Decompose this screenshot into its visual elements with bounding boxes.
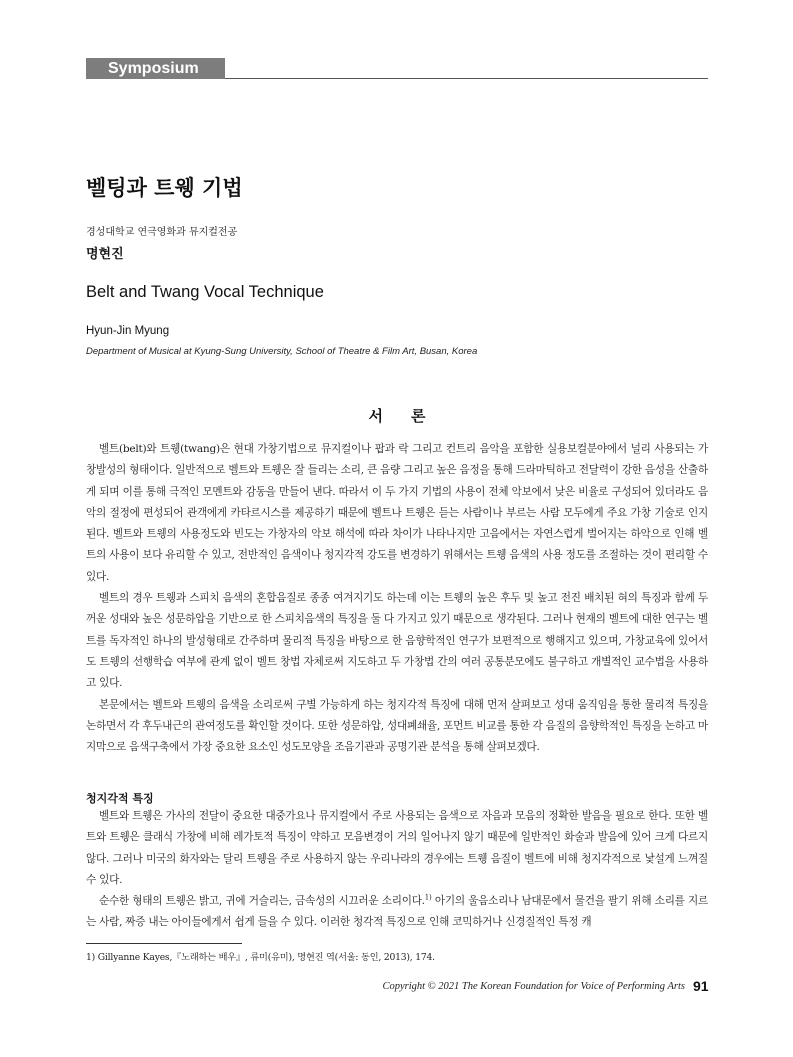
footnote-rule <box>86 943 242 944</box>
footnote-text: 1) Gillyanne Kayes,『노래하는 배우』, 류미(유미), 명현진 역(서울: 동인, 2013), 174. <box>86 952 435 963</box>
section-heading-introduction: 서론 <box>368 407 454 425</box>
introduction-body <box>86 439 708 758</box>
page-number: 91 <box>693 978 709 994</box>
intro-paragraph: 벨트(belt)와 트웽(twang)은 현대 가창기법으로 뮤지컬이나 팝과 락 그리고 컨트리 음악을 포함한 실용보컬분야에서 널리 사용되는 가창발성의 형태이다. 일반적으로 벨트와 트웽은 잘 들리는 소리, 큰 음량 그리고 높은 음정을 통해 드라마틱하고 전달력이 강한 음성을 산출하게 되며 이를 통해 극적인 모멘트와 감동을 만들어 낸다. 따라서 이 두 가지 기법의 사용이 전체 악보에서 낮은 비율로 구성되어 있더라도 음악의 절정에 편성되어 관객에게 카타르시스를 제공하기 때문에 벨트나 트웽은 듣는 사람이나 부르는 사람 모두에게 주요 가창 기술로 인지된다. 벨트와 트웽의 사용정도와 빈도는 가창자의 악보 해석에 따라 차이가 나타나지만 고음에서는 자연스럽게 벌어지는 하악으로 인해 벨트의 사용이 보다 유리할 수 있고, 전반적인 음색이나 청지각적 강도를 변경하기 위해서는 트웽 음색의 사용 정도를 조절하는 것이 편리할 수 있다. <box>86 443 708 583</box>
author-name-english: Hyun-Jin Myung <box>86 325 170 337</box>
article-title-korean: 벨팅과 트웽 기법 <box>86 176 243 200</box>
body-paragraph: 벨트와 트웽은 가사의 전달이 중요한 대중가요나 뮤지컬에서 주로 사용되는 음색으로 자음과 모음의 정확한 발음을 필요로 한다. 또한 벨트와 트웽은 클래식 가창에 비해 레가토적 특징이 약하고 모음변경이 거의 일어나지 않기 때문에 일반적인 화술과 발음에 있어 크게 다르지 않다. 그러나 미국의 화자와는 달리 트웽을 주로 사용하지 않는 우리나라의 경우에는 트웽 음질이 벨트에 비해 청지각적으로 낯설게 느껴질 수 있다. <box>86 810 708 886</box>
footnote-reference[interactable]: 1) <box>424 893 432 902</box>
intro-paragraph: 본문에서는 벨트와 트웽의 음색을 소리로써 구별 가능하게 하는 청지각적 특징에 대해 먼저 살펴보고 성대 움직임을 통한 물리적 특징을 논하면서 각 후두내근의 관여정도를 확인할 것이다. 또한 성문하압, 성대폐쇄율, 포먼트 비교를 통한 각 음질의 음향학적인 특징을 논하고 마지막으로 음색구축에서 가장 중요한 요소인 성도모양을 조음기관과 공명기관 분석을 통해 살펴보겠다. <box>86 698 708 754</box>
author-affiliation-english: Department of Musical at Kyung-Sung University, School of Theatre & Film Art, Busan, Korea <box>86 346 478 357</box>
subsection-body <box>86 806 708 934</box>
section-tab-symposium: Symposium <box>86 58 225 79</box>
subsection-heading: 청지각적 특징 <box>86 792 154 805</box>
intro-paragraph: 벨트의 경우 트웽과 스피치 음색의 혼합음질로 종종 여겨지기도 하는데 이는 트웽의 높은 후두 및 높고 전진 배치된 혀의 특징과 함께 두꺼운 성대와 높은 성문하압을 기반으로 한 스피치음색의 특징을 둘 다 가지고 있기 때문으로 생각된다. 그러나 현재의 벨트에 대한 연구는 벨트를 독자적인 하나의 발성형태로 간주하며 물리적 특징을 바탕으로 한 음향학적인 연구가 보편적으로 행해지고 있으며, 가창교육에 있어서도 트웽의 선행학습 여부에 관계 없이 벨트 창법 자체로써 지도하고 두 가창법 간의 여러 공통분모에도 불구하고 개별적인 교수법을 사용하고 있다. <box>86 592 708 690</box>
article-title-english: Belt and Twang Vocal Technique <box>86 283 324 301</box>
author-name-korean: 명현진 <box>86 247 124 262</box>
paragraph-text: 아기의 울음소리나 남대문에서 물건을 팔기 위해 소리를 지르는 사람, 짜증 내는 아이들에게서 쉽게 들을 수 있다. 이러한 청각적 특징으로 인해 코믹하거나 신경질적인 특정 캐 <box>86 895 708 929</box>
header-rule <box>225 78 708 79</box>
author-affiliation-korean: 경성대학교 연극영화과 뮤지컬전공 <box>86 227 238 238</box>
body-paragraph <box>86 891 708 934</box>
copyright-notice: Copyright © 2021 The Korean Foundation for Voice of Performing Arts <box>382 981 685 992</box>
paragraph-text: 순수한 형태의 트웽은 밝고, 귀에 거슬리는, 금속성의 시끄러운 소리이다. <box>99 895 425 908</box>
